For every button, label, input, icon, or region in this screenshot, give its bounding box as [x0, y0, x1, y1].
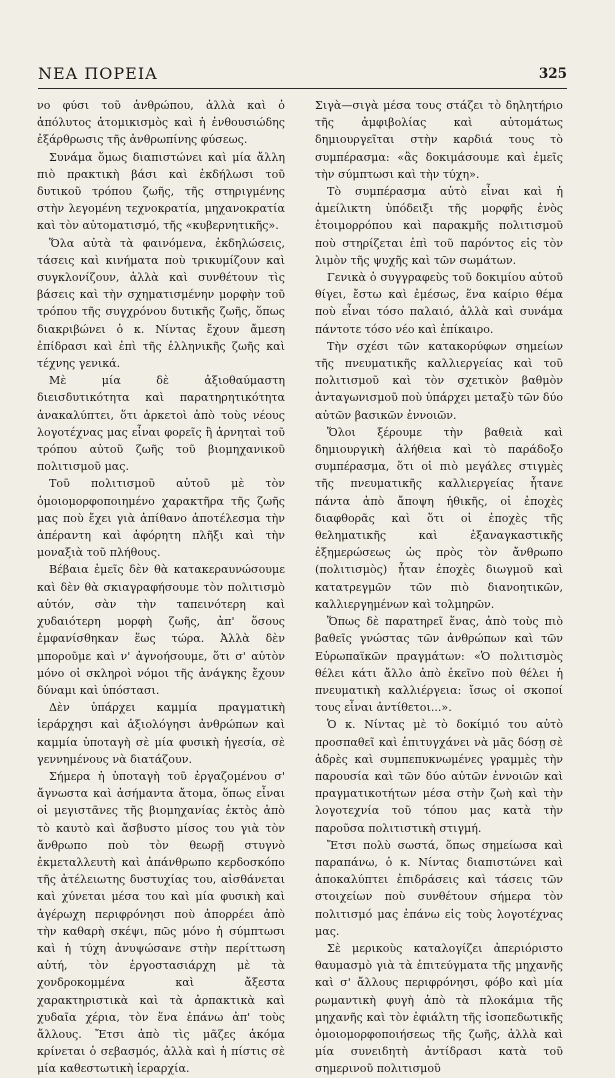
- paragraph: Ἔτσι πολὺ σωστά, ὅπως σημείωσα καὶ παραπάνω, ὁ κ. Νίντας διαπιστώνει καὶ ἀποκαλύπτει ἐπιδράσεις καὶ τάσεις τῶν στοιχείων ποὺ συνθέτουν σήμερα τὸν πολιτισμό μας ἐπάνω εἰς τοὺς λογοτέχνας μας.: [315, 838, 563, 938]
- paragraph: νο φύσι τοῦ ἀνθρώπου, ἀλλὰ καὶ ὁ ἀπόλυτος ἀτομικισμὸς καὶ ἡ ἐνθουσιώδης ἐξάρθρωσις τῆς ἀνθρωπίνης φύσεως.: [37, 99, 285, 147]
- paragraph: Συνάμα ὅμως διαπιστώνει καὶ μία ἄλλη πιὸ πρακτικὴ βάσι καὶ ἐκδήλωσι τοῦ δυτικοῦ τρόπου ζωῆς, τῆς στηριγμένης στὴν λεγομένη τεχνοκρατία, μηχανοκρατία καὶ τὸν αὐτοματισμό, τῆς «κυβερνητικῆς».: [37, 150, 285, 233]
- paragraph: Τοῦ πολιτισμοῦ αὐτοῦ μὲ τὸν ὁμοιομορφοποιημένο χαρακτῆρα τῆς ζωῆς μας ποὺ ἔχει γιὰ ἀπίθανο ἀποτέλεσμα τὴν ἀπέραντη καὶ ἀφόρητη πλῆξι καὶ τὴν μοναξιὰ τοῦ πλήθους.: [37, 477, 285, 560]
- journal-title: ΝΕΑ ΠΟΡΕΙΑ: [38, 64, 158, 83]
- paragraph: Σιγὰ—σιγὰ μέσα τους στάζει τὸ δηλητήριο τῆς ἀμφιβολίας καὶ αὐτομάτως δημιουργεῖται στὴν καρδιά τους τὸ συμπέρασμα: «ἂς δοκιμάσουμε καὶ ἐμεῖς τὴν σύμπτωσι καὶ τὴν τύχη».: [315, 99, 563, 181]
- paragraph: Δὲν ὑπάρχει καμμία πραγματικὴ ἱεράρχησι καὶ ἀξιολόγησι ἀνθρώπων καὶ καμμία ὑποταγὴ σὲ μία φυσικὴ ἡγεσία, σὲ γεννημένους νὰ διατάζουν.: [37, 701, 285, 766]
- paragraph: Ὁ κ. Νίντας μὲ τὸ δοκίμιό του αὐτὸ προσπαθεῖ καὶ ἐπιτυγχάνει νὰ μᾶς δόσῃ σὲ ἁδρὲς καὶ συμπεπυκνωμένες γραμμὲς τὴν παρουσία καὶ τῶν δύο αὐτῶν ἐννοιῶν καὶ πραγματικοτήτων μέσα στὴν ζωὴ καὶ τὴν λογοτεχνία τοῦ τόπου μας κατὰ τὴν παροῦσα πολιτιστικὴ στιγμή.: [315, 718, 563, 835]
- paragraph: Γενικὰ ὁ συγγραφεὺς τοῦ δοκιμίου αὐτοῦ θίγει, ἔστω καὶ ἐμέσως, ἕνα καίριο θέμα ποὺ εἶναι τόσο παλαιό, ἀλλὰ καὶ συνάμα πάντοτε τόσο νέο καὶ ἐπίκαιρο.: [315, 271, 563, 336]
- right-text-column: [315, 97, 563, 1078]
- paragraph: Βέβαια ἐμεῖς δὲν θὰ κατακεραυνώσουμε καὶ δὲν θὰ σκιαγραφήσουμε τὸν πολιτισμὸ αὐτόν, σὰν τὴν ταπεινότερη καὶ χυδαιότερη μορφὴ ζωῆς, ἀπ' ὅσους ἐμφανίσθηκαν ἕως τώρα. Ἀλλὰ δὲν μποροῦμε καὶ ν' ἀγνοήσουμε, ὅτι σ' αὐτὸν μόνο οἱ σκληροὶ νόμοι τῆς ἀνάγκης ἔχουν δύναμι καὶ ὑπόστασι.: [37, 563, 285, 697]
- left-text-column: [37, 97, 285, 1078]
- paragraph: Ὅλοι ξέρουμε τὴν βαθειὰ καὶ δημιουργικὴ ἀλήθεια καὶ τὸ παράδοξο συμπέρασμα, ὅτι οἱ πιὸ μεγάλες στιγμὲς τῆς πνευματικῆς καλλιεργείας ἦτανε πάντα ἀπὸ ἄποψη ἠθικῆς, οἱ ἐποχὲς διαφθορᾶς καὶ ὅτι οἱ ἐποχὲς τῆς θεληματικῆς καὶ ἐξαναγκαστικῆς ἐξημερώσεως ὡς πρὸς τὸν ἄνθρωπο (πολιτισμὸς) ἦταν ἐποχὲς διωγμοῦ καὶ κατατρεγμῶν τῶν πιὸ διανοητικῶν, καλλιεργημένων καὶ τολμηρῶν.: [315, 425, 563, 611]
- paragraph: Ὅλα αὐτὰ τὰ φαινόμενα, ἐκδηλώσεις, τάσεις καὶ κινήματα ποὺ τρικυμίζουν καὶ συγκλονίζουν, ἀλλὰ καὶ συνθέτουν τὶς βάσεις καὶ τὴν σχηματισμένην μορφὴν τοῦ τρόπου τῆς συγχρόνου δυτικῆς ζωῆς, ὅπως διακριβώνει ὁ κ. Νίντας ἔχουν ἄμεση ἐπίδρασι καὶ ἐπὶ τῆς ἑλληνικῆς ζωῆς καὶ τέχνης γενικά.: [37, 236, 285, 371]
- paragraph: Σήμερα ἡ ὑποταγὴ τοῦ ἐργαζομένου σ' ἄγνωστα καὶ ἀσήμαντα ἄτομα, ὅπως εἶναι οἱ μεγιστᾶνες τῆς βιομηχανίας ἐκτὸς ἀπὸ τὸ καυτὸ καὶ ἄσβυστο μίσος του γιὰ τὸν ἄνθρωπο ποὺ τὸν θεωρῇ στυγνὸ ἐκμεταλλευτὴ καὶ ἀπάνθρωπο κερδοσκόπο τῆς ἀτέλειωτης δυστυχίας του, αἰσθάνεται καὶ χύνεται μέσα του καὶ μία φυσικὴ καὶ ἀγέρωχη περιφρόνησι ποὺ ἀπορρέει ἀπὸ τὴν καθαρὴ σκέψι, πῶς μόνο ἡ σύμπτωσι καὶ ἡ τύχη ἀνυψώσανε στὴν περίττωση αὐτή, τὸν ἐργοστασιάρχη μὲ τὰ χονδροκομμένα καὶ ἄξεστα χαρακτηριστικὰ καὶ τὰ ἀρπακτικὰ καὶ χυδαῖα χέρια, τὸν ἕνα ἐπάνω ἀπ' τοὺς ἄλλους. Ἔτσι ἀπὸ τὶς μᾶζες ἀκόμα κρίνεται ὁ σεβασμός, ἀλλὰ καὶ ἡ πίστις σὲ μία καθεστωτικὴ ἱεραρχία.: [37, 769, 285, 1076]
- running-header: [38, 58, 567, 89]
- paragraph: Ὅπως δὲ παρατηρεῖ ἕνας, ἀπὸ τοὺς πιὸ βαθεῖς γνώστας τῶν ἀνθρώπων καὶ τῶν Εὐρωπαϊκῶν πραγμάτων: «Ὁ πολιτισμὸς θέλει κάτι ἄλλο ἀπὸ ἐκεῖνο ποὺ θέλει ἡ πνευματικὴ καλλιέργεια: ἴσως οἱ σκοποί τους εἶναι ἀντίθετοι...».: [315, 615, 563, 715]
- page-number: 325: [538, 66, 567, 82]
- paragraph: Τὸ συμπέρασμα αὐτὸ εἶναι καὶ ἡ ἀμείλικτη ὑπόδειξι τῆς μορφῆς ἑνὸς ἑτοιμορρόπου καὶ παρακμῆς πολιτισμοῦ ποὺ στηρίζεται ἐπὶ τοῦ παρόντος εἰς τὸν λιμὸν τῆς ψυχῆς καὶ τῶν σωμάτων.: [315, 185, 563, 267]
- paragraph: Τὴν σχέσι τῶν κατακορύφων σημείων τῆς πνευματικῆς καλλιεργείας καὶ τοῦ πολιτισμοῦ καὶ τὸν σχετικὸν βαθμὸν ἀνταγωνισμοῦ ποὺ ὑπάρχει μεταξὺ τῶν δύο αὐτῶν βασικῶν ἐννοιῶν.: [315, 339, 563, 422]
- paragraph: Σὲ μερικοὺς καταλογίζει ἀπεριόριστο θαυμασμὸ γιὰ τὰ ἐπιτεύγματα τῆς μηχανῆς καὶ σ' ἄλλους περιφρόνησι, φόβο καὶ μία ρωμαντικὴ φυγὴ ἀπὸ τὰ πλοκάμια τῆς μηχανῆς καὶ τὸν ἐφιάλτη τῆς ἰσοπεδωτικῆς ὁμοιομορφοποιήσεως τῆς ζωῆς, ἀλλὰ καὶ μία συνειδητὴ ἀντίδρασι κατὰ τοῦ σημερινοῦ πολιτισμοῦ: [315, 941, 563, 1076]
- paragraph: Μὲ μία δὲ ἀξιοθαύμαστη διεισδυτικότητα καὶ παρατηρητικότητα ἀνακαλύπτει, ὅτι ἀρκετοὶ ἀπὸ τοὺς νέους λογοτέχνας μας εἶναι φορεῖς ἢ ἀρνηταὶ τοῦ τρόπου αὐτοῦ ζωῆς τοῦ βιομηχανικοῦ πολιτισμοῦ μας.: [37, 374, 285, 474]
